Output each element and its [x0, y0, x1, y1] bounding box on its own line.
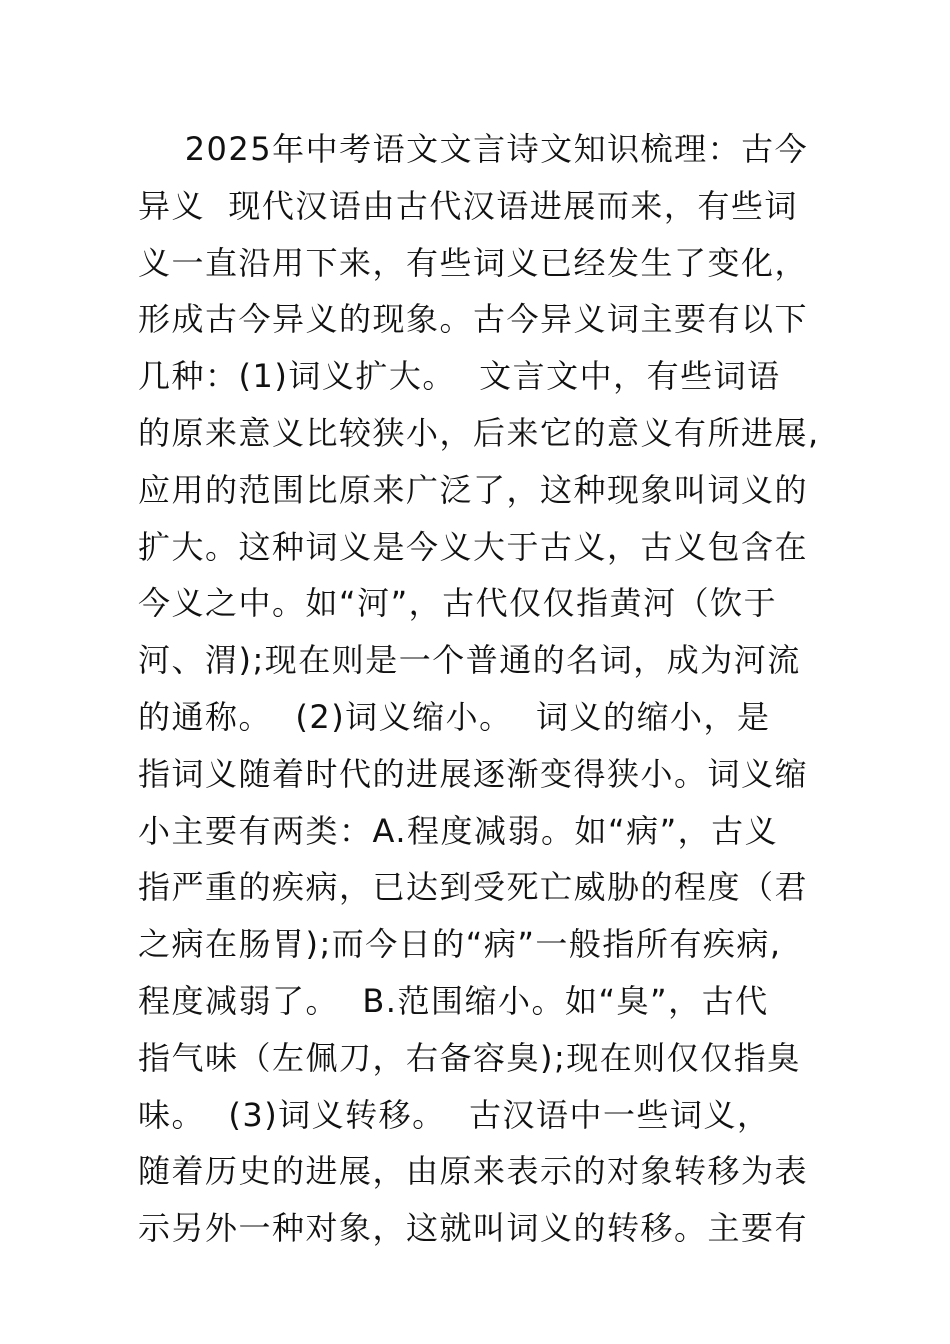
text-line: 示另外一种对象，这就叫词义的转移。主要有: [138, 1209, 809, 1248]
text-line: 之病在肠胃);而今日的“病”一般指所有疾病,: [138, 925, 782, 964]
body-text: [138, 121, 838, 1257]
text-line: 义一直沿用下来，有些词义已经发生了变化，: [138, 243, 809, 282]
text-line: 指严重的疾病，已达到受死亡威胁的程度（君: [138, 868, 809, 907]
text-line: 小主要有两类：A.程度减弱。如“病”，古义: [138, 811, 779, 850]
text-line: 指气味（左佩刀，右备容臭);现在则仅仅指臭: [138, 1038, 801, 1077]
text-line: 的通称。 (2)词义缩小。 词义的缩小，是: [138, 697, 771, 736]
text-line: 今义之中。如“河”，古代仅仅指黄河（饮于: [138, 584, 778, 623]
text-line: 程度减弱了。 B.范围缩小。如“臭”，古代: [138, 981, 769, 1020]
text-line: 几种：(1)词义扩大。 文言文中，有些词语: [138, 357, 781, 396]
text-line: 指词义随着时代的进展逐渐变得狭小。词义缩: [138, 754, 809, 793]
text-line: 异义 现代汉语由古代汉语进展而来，有些词: [138, 186, 798, 225]
text-line: 河、渭);现在则是一个普通的名词，成为河流: [138, 641, 801, 680]
text-line: 的原来意义比较狭小，后来它的意义有所进展,: [138, 413, 820, 452]
text-line: 随着历史的进展，由原来表示的对象转移为表: [138, 1152, 809, 1191]
text-line: 应用的范围比原来广泛了，这种现象叫词义的: [138, 470, 809, 509]
text-line: 扩大。这种词义是今义大于古义，古义包含在: [138, 527, 809, 566]
text-line: 味。 (3)词义转移。 古汉语中一些词义，: [138, 1095, 771, 1134]
text-line: 形成古今异义的现象。古今异义词主要有以下: [138, 300, 809, 339]
text-line: 2025年中考语文文言诗文知识梳理：古今: [138, 130, 809, 168]
